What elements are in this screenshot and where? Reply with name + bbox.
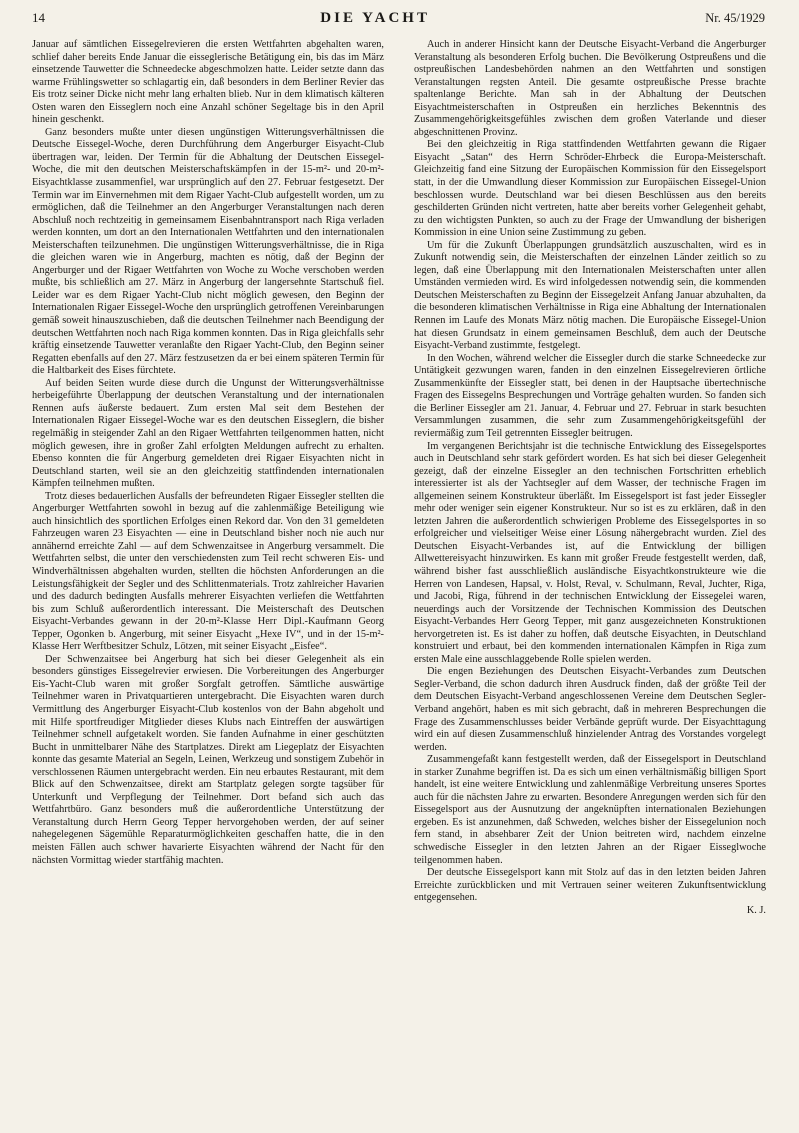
paragraph: Auch in anderer Hinsicht kann der Deutsche Eisyacht-Verband die Angerburger Veranstaltung als besonderen Erfolg buchen. Die Bevölkerung Ostpreußens und die ostpreußischen Landesbehörden nahmen an den Wettfahrten und sonstigen Veranstaltungen regsten Anteil. Die gesamte ostpreußische Presse brachte spaltenlange Berichte. Man sah in der Abhaltung der Deutschen Eisyachtmeisterschaften in Ostpreußen ein herzliches Bekenntnis des Zusammengehörigkeitsgefühles zwischen dem großen Vaterlande und dieser abgeschnittenen Provinz. bbox=[414, 39, 766, 138]
journal-title: DIE YACHT bbox=[320, 10, 430, 26]
paragraph: Um für die Zukunft Überlappungen grundsätzlich auszuschalten, wird es in Zukunft notwendig sein, die Meisterschaften der einzelnen Länder zeitlich so zu legen, daß eine Überlappung mit den Internationalen Meisterschaften unter allen Umständen vermieden wird. Es wird infolgedessen notwendig sein, die kommenden Deutschen Meisterschaften zu Beginn der Eissegelzeit Anfang Januar abzuhalten, da die besonderen klimatischen Verhältnisse in Riga eine Abhaltung der Internationalen Rennen im Laufe des Monats März nötig machen. Die Europäische Eissegel-Union hat diesen Grundsatz in einem gemeinsamen Beschluß, dem auch der Deutsche Eisyacht-Verband zustimmte, festgelegt. bbox=[414, 239, 766, 352]
paragraph: Im vergangenen Berichtsjahr ist die technische Entwicklung des Eissegelsportes auch in Deutschland sehr stark gefördert worden. Es hat sich bei dieser Gelegenheit gezeigt, daß der einzelne Eissegler an den technischen Fortschritten erheblich interessierter ist als der Yachtsegler auf dem Wasser, der technische Fragen im allgemeinen seinem Konstrukteur überläßt. Im Eissegelsport ist fast jeder Eissegler mehr oder weniger sein eigener Konstrukteur. Nur so ist es zu erklären, daß in den letzten Jahren die außerordentlich schwierigen Probleme des Eissegelsportes in so erfolgreicher und vielseitiger Weise einer Lösung nähergebracht wurden. Ziel des Deutschen Eisyacht-Verbandes ist, auf die Entwicklung der billigen Allwettereisyacht hinzuwirken. Es kann mit großer Freude festgestellt werden, daß, während bisher fast ausschließlich ausländische Eisyachtkonstrukteure wie die Herren von Landesen, Hapsal, v. Holst, Reval, v. Schulmann, Reval, Juchter, Riga, und Jacobi, Riga, führend in der technischen Entwicklung der Eissegelei waren, neuerdings auch der Vorsitzende der Technischen Kommission des Deutschen Eisyacht-Verbandes Herr Georg Tepper, mit ganz ausgezeichneten Konstruktionen hervorgetreten ist. Es ist daher zu hoffen, daß deutsche Eisyachten, in Deutschland konstruiert und erbaut, bei den kommenden internationalen Kämpfen in Riga zum ersten Male eine ausschlaggebende Rolle spielen werden. bbox=[414, 440, 766, 665]
paragraph: Trotz dieses bedauerlichen Ausfalls der befreundeten Rigaer Eissegler stellten die Angerburger Wettfahrten sowohl in bezug auf die zahlenmäßige Beteiligung wie auch hinsichtlich des sportlichen Erfolges einen Rekord dar. Von den 31 gemeldeten Fahrzeugen waren 23 Eisyachten — eine in Deutschland bisher noch nie auch nur annähernd erreichte Zahl — auf dem Schwenzaitsee in Angerburg versammelt. Die Wettfahrten selbst, die unter den verschiedensten zum Teil recht schweren Eis- und Windverhältnissen abgehalten wurden, stellten die höchsten Anforderungen an die Leistungsfähigkeit der Segler und des Schlittenmaterials. Trotz zahlreicher Havarien und des dadurch bedingten Ausfalls mehrerer Eisyachten verliefen die Wettfahrten bis zum Schluß außerordentlich interessant. Die Meisterschaft des Deutschen Eisyacht-Verbandes gewann in der 20-m²-Klasse Herr Dipl.-Kaufmann Georg Tepper, Ogonken b. Angerburg, mit seiner Eisyacht „Hexe IV“, und in der 15-m²-Klasse Herr Werftbesitzer Schulz, Lötzen, mit seiner Eisyacht „Eisfee“. bbox=[32, 490, 384, 653]
paragraph: Auf beiden Seiten wurde diese durch die Ungunst der Witterungsverhältnisse herbeigeführte Überlappung der deutschen Veranstaltung und der internationalen Rennen aufs äußerste bedauert. Zum ersten Mal seit dem Bestehen der Internationalen Rigaer Eissegel-Woche war es den deutschen Eisseglern, die bisher regelmäßig in steigender Zahl an den Rigaer Wettfahrten teilgenommen hatten, nicht möglich gewesen, ihre in großer Zahl erfolgten Meldungen aufrecht zu erhalten. Ebenso konnten die für Angerburg gemeldeten drei Rigaer Eisyachten nicht in Deutschland starten, weil sie an den gleichzeitig stattfindenden internationalen Kämpfen teilnehmen mußten. bbox=[32, 377, 384, 490]
paragraph: Ganz besonders mußte unter diesen ungünstigen Witterungsverhältnissen die Deutsche Eissegel-Woche, deren Durchführung dem Angerburger Eisyacht-Club übertragen war, leiden. Der Termin für die Abhaltung der Deutschen Eissegel-Woche, die mit den deutschen Meisterschaftskämpfen in der 15-m²- und 20-m²-Eisyachtklasse zusammenfiel, war ursprünglich auf den 27. Februar festgesetzt. Der Termin war im Einvernehmen mit dem Rigaer Yacht-Club aufgestellt worden, um zu ermöglichen, daß die Teilnehmer an den Angerburger Veranstaltungen nach deren Abschluß noch rechtzeitig in gemeinsamem Eisenbahntransport nach Riga verladen werden konnten, um dort an den Internationalen Wettfahrten und den internationalen Meisterschaften teilzunehmen. Die ungünstigen Witterungsverhältnisse, die in Riga die gleichen waren wie in Angerburg, machten es nötig, daß der Beginn der Angerburger und der Rigaer Wettfahrten von Woche zu Woche verschoben werden mußte, bis schließlich am 27. März in Angerburg der langersehnte Startschuß fiel. Leider war es dem Rigaer Yacht-Club nicht möglich gewesen, den Beginn der Internationalen Rigaer Eissegel-Woche den ursprünglich getroffenen Vereinbarungen gemäß soweit hinauszuschieben, daß die deutschen Teilnehmer nach Beendigung der deutschen Wettfahrten noch nach Riga kommen konnten. Das in Riga gleichfalls sehr kräftig einsetzende Tauwetter veranlaßte den Rigaer Yacht-Club, den Beginn seiner Regatten ebenfalls auf den 27. März festzusetzen da er bei einem späteren Termin für die Haltbarkeit des Eises fürchtete. bbox=[32, 126, 384, 377]
paragraph: In den Wochen, während welcher die Eissegler durch die starke Schneedecke zur Untätigkeit gezwungen waren, fanden in den einzelnen Eissegelrevieren örtliche Zusammenkünfte der Eissegler statt, bei denen in der Hauptsache übertechnische Fragen des Eissegelns Besprechungen und Vorträge gehalten wurden. So fanden sich die Berliner Eissegler am 21. Januar, 4. Februar und 27. Februar in stark besuchten Versammlungen zusammen, die sehr zum Zusammengehörigkeitsgefühl der reviermäßig zum Teil getrennten Eissegler beitrugen. bbox=[414, 352, 766, 439]
issue-number: Nr. 45/1929 bbox=[705, 11, 765, 25]
paragraph: Der deutsche Eissegelsport kann mit Stolz auf das in den letzten beiden Jahren Erreichte zurückblicken und mit Vertrauen seiner weiteren Zukunftsentwicklung entgegensehen. bbox=[414, 867, 766, 904]
page-header bbox=[32, 10, 765, 34]
author-signature: K. J. bbox=[746, 904, 766, 916]
paragraph: Bei den gleichzeitig in Riga stattfindenden Wettfahrten gewann die Rigaer Eisyacht „Satan“ des Herrn Schröder-Ehrbeck die Europa-Meisterschaft. Gleichzeitig fand eine Sitzung der Europäischen Kommission für den Eissegelsport statt, in der die Umwandlung dieser Kommission zur Europäischen Eissegel-Union beschlossen wurde. Deutschland war bei diesen Beschlüssen aus den bereits geschilderten Gründen nicht vertreten, hatte aber bereits vorher Gelegenheit gehabt, zu den wichtigsten Punkten, so auch zu der Frage der Umwandlung der bisherigen Kommission in eine Union seine Zustimmung zu geben. bbox=[414, 139, 766, 239]
right-column bbox=[414, 39, 766, 917]
paragraph: Januar auf sämtlichen Eissegelrevieren die ersten Wettfahrten abgehalten waren, schlief daher bereits Ende Januar die eisseglerische Betätigung ein, bis das im März einsetzende Tauwetter die Schneedecke abgeschmolzen hatte. Leider setzte dann das warme Frühlingswetter so schlagartig ein, daß besonders in dem Berliner Revier das Eis trotz seiner Dicke nicht mehr lang erhalten blieb. Nur in dem klimatisch kälteren Osten waren den Eisseglern noch eine Anzahl schöner Segeltage bis in den April hinein geschenkt. bbox=[32, 39, 384, 126]
paragraph: Zusammengefaßt kann festgestellt werden, daß der Eissegelsport in Deutschland in starker Zunahme begriffen ist. Da es sich um einen verhältnismäßig billigen Sport handelt, ist eine weitere Entwicklung und zahlenmäßige Verbreitung unseres Sportes auch für die nächsten Jahre zu erwarten. Besondere Anregungen werden sich für den Eissegelsport aus der Ausnutzung der angeknüpften internationalen Beziehungen ergeben. Es ist anzunehmen, daß Schweden, welches bisher der Eissegelunion noch fern stand, in absehbarer Zeit der Union beitreten wird, nachdem einzelne schwedische Eissegler in den letzten Jahren an der Rigaer Eisseglwoche teilgenommen haben. bbox=[414, 754, 766, 866]
paragraph: Die engen Beziehungen des Deutschen Eisyacht-Verbandes zum Deutschen Segler-Verband, die schon dadurch ihren Ausdruck finden, daß der größte Teil der dem Deutschen Eisyacht-Verband angeschlossenen Vereine dem Deutschen Segler-Verband angehört, haben es mit sich gebracht, daß in mehreren Besprechungen die Frage des Zusammenschlusses beider Verbände geprüft wurde. Der Eisyachttagung wird ein auf diesen Zusammenschluß hinzielender Antrag des Vorstandes vorgelegt werden. bbox=[414, 666, 766, 753]
left-column bbox=[32, 39, 384, 867]
page-number: 14 bbox=[32, 10, 45, 25]
paragraph: Der Schwenzaitsee bei Angerburg hat sich bei dieser Gelegenheit als ein besonders günstiges Eissegelrevier erwiesen. Die Vorbereitungen des Angerburger Eis-Yacht-Club waren mit großer Sorgfalt getroffen. Sämtliche auswärtige Teilnehmer waren in Privatquartieren untergebracht. Die Eisyachten waren durch Vermittlung des Angerburger Eisyacht-Club kostenlos von der Bahn abgeholt und mit Hilfe sportfreudiger Mitglieder dieses Klubs nach Eintreffen der auswärtigen Teilnehmer schnell aufgetakelt worden. Sie fanden Aufnahme in einer geschützten Bucht in unmittelbarer Nähe des Startplatzes. Direkt am Liegeplatz der Eisyachten konnte das gesamte Material an Segeln, Leinen, Werkzeug und sonstigem Zubehör in verschlossenen Räumen untergebracht werden. Ein neu erbautes Restaurant, mit dem Blick auf den Schwenzaitsee, direkt am Startplatz gelegen sorgte tagsüber für Unterkunft und Verpflegung der Teilnehmer. Dort befand sich auch das Wettfahrtbüro. Ganz besonders muß die außerordentliche Unterstützung der Veranstaltung durch Herrn Georg Tepper hervorgehoben werden, der auf seiner nahegelegenen Sägemühle Reparaturmöglichkeiten geschaffen hatte, die in den meisten Fällen auch schwer havarierte Eisyachten während der Nacht für den nächsten Vormittag wieder startfähig machten. bbox=[32, 653, 384, 866]
